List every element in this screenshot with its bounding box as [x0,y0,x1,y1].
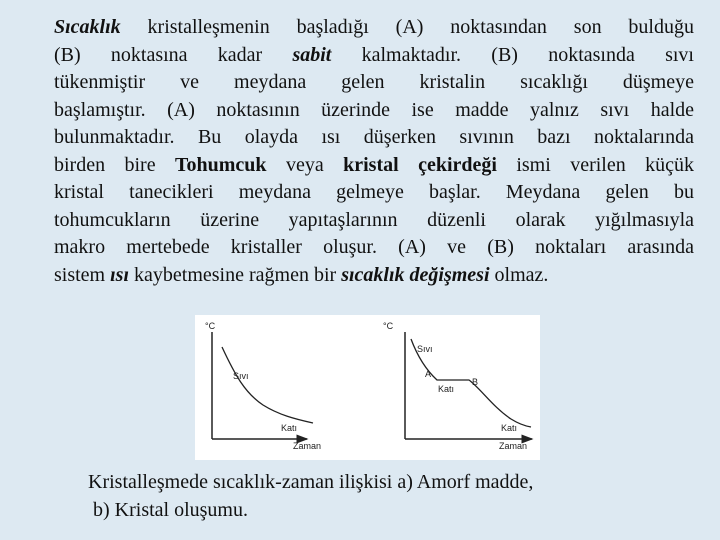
text-segment: kalmaktadır. (B) noktasında sıvı [331,43,694,66]
text-segment: kristalleşmenin başladığı (A) noktasından son bulduğu [120,16,694,38]
paragraph-line-10 [54,262,694,290]
main-paragraph [54,14,694,289]
cooling-curves-figure [195,315,540,460]
right-liquid-label: Sıvı [417,344,433,354]
paragraph-line-4: başlamıştır. (A) noktasının üzerinde ise madde yalnız sıvı halde [54,98,694,121]
term-sicaklik: Sıcaklık [54,16,121,38]
right-solid-end-label: Katı [501,423,518,433]
term-sabit: sabit [292,43,332,66]
paragraph-line-7: kristal tanecikleri meydana gelmeye başlar. Meydana gelen bu [54,181,694,203]
caption-line-2: b) Kristal oluşumu. [88,499,248,521]
amorphous-graph [205,321,321,451]
paragraph-line-8: tohumcukların üzerine yapıtaşlarının düzenli olarak yığılmasıyla [54,208,694,231]
paragraph-line-1 [54,14,694,42]
left-solid-label: Katı [281,423,298,433]
paragraph-line-3: tükenmiştir ve meydana gelen kristalin sıcaklığı düşmeye [54,71,694,93]
text-segment: birden bire [54,153,175,176]
crystal-graph [383,321,532,451]
text-segment: veya [266,153,344,176]
text-segment: ismi verilen küçük [496,153,694,176]
right-y-unit: °C [383,321,394,331]
point-a-label: A [425,369,432,379]
paragraph-line-6 [54,152,694,180]
term-tohumcuk: Tohumcuk [175,153,267,176]
left-liquid-label: Sıvı [233,371,249,381]
paragraph-line-9: makro mertebede kristaller oluşur. (A) ve (B) noktaları arasında [54,236,694,258]
caption-line-1: Kristalleşmede sıcaklık-zaman ilişkisi a) Amorf madde, [88,471,534,493]
amorphous-cooling-curve [222,347,313,423]
figure-caption [88,468,688,524]
left-y-unit: °C [205,321,216,331]
cooling-curves-svg [195,315,540,460]
text-segment: sistem [54,263,111,286]
text-segment: olmaz. [489,263,549,286]
text-segment: (B) noktasına kadar [54,43,293,66]
left-x-label: Zaman [293,441,322,451]
term-sicaklik-degismesi: sıcaklık değişmesi [341,263,490,286]
point-b-label: B [472,377,479,387]
right-solid-mid-label: Katı [438,384,455,394]
right-x-label: Zaman [499,441,528,451]
text-segment: kaybetmesine rağmen bir [129,263,342,286]
paragraph-line-2 [54,42,694,70]
term-isi: ısı [110,263,130,286]
term-kristal-cekirdegi: kristal çekirdeği [343,153,497,176]
paragraph-line-5: bulunmaktadır. Bu olayda ısı düşerken sıvının bazı noktalarında [54,126,694,148]
